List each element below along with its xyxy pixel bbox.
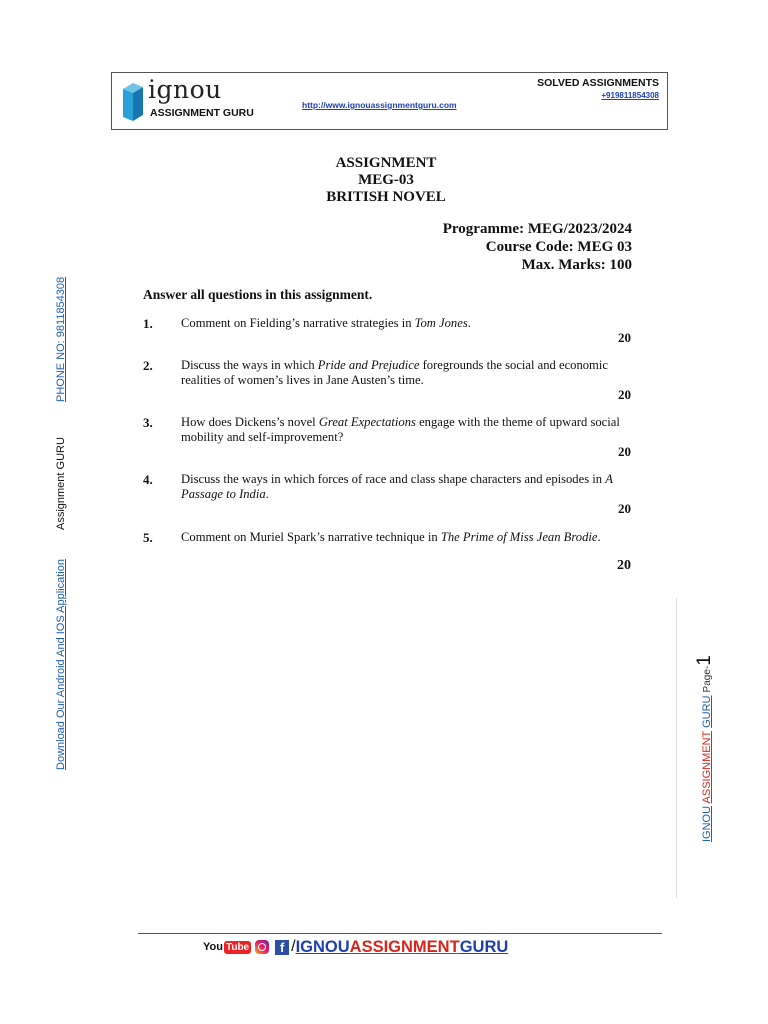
question-marks: 20 [618, 387, 631, 402]
footer-assignment-link[interactable]: ASSIGNMENT [349, 937, 460, 956]
header-box [111, 72, 668, 130]
logo-text: ignou [148, 75, 222, 104]
question-number: 4. [143, 472, 153, 487]
assignment-heading: ASSIGNMENT [335, 155, 437, 171]
download-app-link[interactable]: Download Our Android And IOS Application [55, 559, 67, 770]
question-number: 2. [143, 358, 153, 373]
footer-guru-link[interactable]: GURU [459, 937, 509, 956]
course-code-label: Course Code: MEG 03 [485, 239, 632, 255]
question-text: How does Dickens’s novel Great Expectations engage with the theme of upward social mobility and self-improvement? [181, 415, 620, 444]
max-marks-label: Max. Marks: 100 [521, 257, 632, 273]
question-number: 5. [143, 530, 153, 545]
side-phone-link[interactable]: PHONE NO: 9811854308 [55, 276, 67, 402]
brand-assignment-link[interactable]: ASSIGNMENT [701, 730, 713, 804]
side-brand-label: Assignment GURU [55, 437, 67, 530]
question-text: Discuss the ways in which forces of race and class shape characters and episodes in A Passage to India. [181, 472, 613, 501]
question-text: Comment on Fielding’s narrative strategies in Tom Jones. [181, 316, 471, 330]
instruction-text: Answer all questions in this assignment. [143, 287, 373, 302]
facebook-icon[interactable]: f [275, 940, 289, 955]
page-footer-vertical [694, 655, 716, 842]
website-link[interactable]: http://www.ignouassignmentguru.com [302, 100, 457, 110]
header-phone-link[interactable]: +919811854308 [601, 91, 659, 100]
question-marks: 20 [618, 501, 631, 516]
solved-assignments-label: SOLVED ASSIGNMENTS [537, 77, 659, 89]
course-name-heading: BRITISH NOVEL [326, 189, 446, 205]
logo-subtitle: ASSIGNMENT GURU [150, 107, 254, 119]
programme-label: Programme: MEG/2023/2024 [442, 221, 632, 237]
question-number: 3. [143, 415, 153, 430]
question-marks: 20 [618, 444, 631, 459]
course-id-heading: MEG-03 [358, 172, 414, 188]
footer-slash: / [291, 938, 296, 955]
instagram-icon[interactable] [255, 940, 269, 954]
social-footer [203, 936, 508, 958]
footer-ignou-link[interactable]: IGNOU [295, 937, 350, 956]
page-number: 1 [694, 655, 715, 666]
question-text: Comment on Muriel Spark’s narrative technique in The Prime of Miss Jean Brodie. [181, 530, 601, 544]
brand-guru-link[interactable]: GURU [701, 695, 713, 728]
footer-divider [138, 933, 662, 934]
question-number: 1. [143, 316, 153, 331]
page-label: Page- [702, 665, 713, 693]
question-marks: 20 [618, 330, 631, 345]
right-divider [676, 598, 677, 898]
question-text: Discuss the ways in which Pride and Prejudice foregrounds the social and economic realities of women’s lives in Jane Austen’s time. [181, 358, 608, 387]
question-marks: 20 [617, 558, 631, 573]
book-logo-icon [121, 81, 145, 123]
brand-ignou-link[interactable]: IGNOU [701, 805, 713, 842]
youtube-tube-badge[interactable]: Tube [225, 941, 250, 953]
youtube-icon[interactable]: You [203, 941, 223, 953]
